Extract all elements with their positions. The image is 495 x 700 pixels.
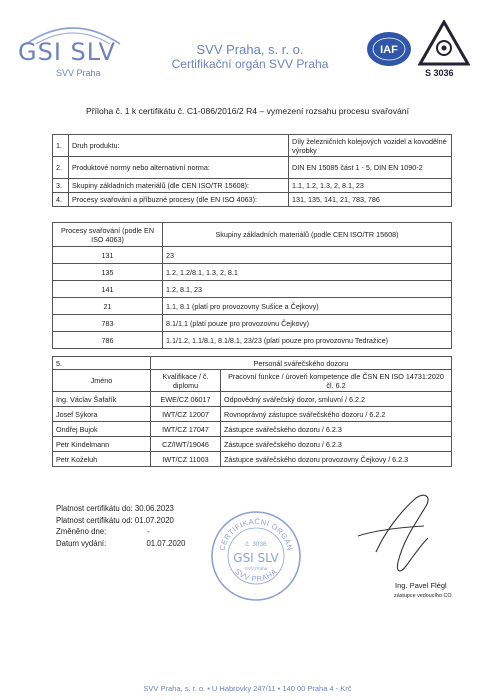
person-qualification: CZ/IWT/19046 <box>151 437 221 452</box>
validity-block <box>56 503 188 549</box>
person-name: Ondřej Bujok <box>53 422 151 437</box>
person-qualification: IWT/CZ 12007 <box>151 407 221 422</box>
table-row <box>53 264 452 281</box>
issued-label: Datum vydání: <box>56 538 107 548</box>
row-label: Skupiny základních materiálů (dle CEN ISO/TR 15608): <box>69 179 289 193</box>
table-row <box>53 392 452 407</box>
table-header-row <box>53 223 452 247</box>
person-name: Petr Koželuh <box>53 452 151 467</box>
table-row <box>53 298 452 315</box>
materials-cell: 23 <box>163 247 452 264</box>
process-materials-table <box>52 222 452 349</box>
section-number: 5. <box>53 357 151 370</box>
triangle-accreditation-icon <box>418 20 470 68</box>
table-row <box>53 452 452 467</box>
table-row <box>53 135 452 157</box>
table-row <box>53 247 452 264</box>
header-materials: Skupiny základních materiálů (podle CEN ISO/TR 15608) <box>163 223 452 247</box>
row-label: Druh produktu: <box>69 135 289 157</box>
valid-to: Platnost certifikátu do: 30.06.2023 <box>56 504 174 513</box>
table-row <box>53 422 452 437</box>
row-number: 1. <box>53 135 69 157</box>
process-cell: 131 <box>53 247 163 264</box>
issued-value: 01.07.2020 <box>146 538 186 548</box>
row-value: 1.1, 1.2, 1.3, 2, 8.1, 23 <box>289 179 452 193</box>
table-header-row <box>53 370 452 392</box>
process-cell: 141 <box>53 281 163 298</box>
gsi-slv-logo <box>18 18 128 88</box>
person-name: Josef Sýkora <box>53 407 151 422</box>
row-number: 3. <box>53 179 69 193</box>
row-value: 131, 135, 141, 21, 783, 786 <box>289 193 452 207</box>
person-role: Odpovědný svářečský dozor, smluvní / 6.2.2 <box>221 392 452 407</box>
organization-name: SVV Praha, s. r. o. <box>196 42 304 57</box>
row-label: Procesy svařování a příbuzné procesy (dle EN ISO 4063): <box>69 193 289 207</box>
signature-drawing <box>340 490 450 585</box>
table-row <box>53 332 452 349</box>
valid-from: Platnost certifikátu od: 01.07.2020 <box>56 515 174 525</box>
materials-cell: 1.2, 8.1, 23 <box>163 281 452 298</box>
person-name: Ing. Václav Šafařík <box>53 392 151 407</box>
logo-text: GSI SLV <box>18 38 116 66</box>
page-title: Příloha č. 1 k certifikátu č. C1-086/2016/2 R4 – vymezení rozsahu procesu svařování <box>86 106 409 116</box>
logo-subtext: SVV Praha <box>56 68 101 78</box>
table-row <box>53 437 452 452</box>
header-name: Jméno <box>53 370 151 392</box>
changed-value: - <box>147 527 150 536</box>
table-row <box>53 157 452 179</box>
header-role: Pracovní funkce / úroveň kompetence dle ČSN EN ISO 14731:2020 čl. 6.2 <box>221 370 452 392</box>
organization-header <box>150 42 350 71</box>
signatory-name: Ing. Pavel Flégl <box>395 581 447 590</box>
row-label: Produktové normy nebo alternativní norma: <box>69 157 289 179</box>
row-number: 2. <box>53 157 69 179</box>
person-role: Rovnoprávný zástupce svářečského dozoru / 6.2.2 <box>221 407 452 422</box>
stamp-number: č. 3036 <box>245 541 267 548</box>
row-value: Díly železničních kolejových vozidel a kovodělné výrobky <box>289 135 452 157</box>
row-value: DIN EN 15085 část 1 - 5, DIN EN 1090-2 <box>289 157 452 179</box>
table-row <box>53 193 452 207</box>
page-footer: SVV Praha, s. r. o. • U Habrovky 247/11 • 140 00 Praha 4 - Krč <box>143 684 352 693</box>
changed-date <box>56 526 188 538</box>
person-role: Zástupce svářečského dozoru / 6.2.3 <box>221 437 452 452</box>
materials-cell: 1.1/1.2, 1.1/8.1, 8.1/8.1, 23/23 (platí pouze pro provozovnu Tedražice) <box>163 332 452 349</box>
person-qualification: IWT/CZ 11003 <box>151 452 221 467</box>
person-qualification: IWT/CZ 17047 <box>151 422 221 437</box>
table-row <box>53 179 452 193</box>
stamp-seal-icon <box>210 510 302 602</box>
process-cell: 21 <box>53 298 163 315</box>
stamp-sub: SVV Praha <box>244 566 268 571</box>
signatory-role: zástupce vedoucího CO <box>394 593 452 599</box>
header-processes: Procesy svařování (podle EN ISO 4063) <box>53 223 163 247</box>
accreditation-number: S 3036 <box>425 68 454 78</box>
product-info-table <box>52 134 452 207</box>
issue-date <box>56 538 188 550</box>
person-name: Petr Kindelmann <box>53 437 151 452</box>
person-role: Zástupce svářečského dozoru provozovny Čejkovy / 6.2.3 <box>221 452 452 467</box>
handwritten-signature-icon <box>340 490 450 580</box>
row-number: 4. <box>53 193 69 207</box>
certification-stamp <box>210 510 302 607</box>
header-qualification: Kvalifikace / č. diplomu <box>151 370 221 392</box>
iaf-logo <box>365 30 413 73</box>
table-row <box>53 281 452 298</box>
process-cell: 135 <box>53 264 163 281</box>
person-role: Zástupce svářečského dozoru / 6.2.3 <box>221 422 452 437</box>
section-title: Personál svářečského dozoru <box>151 357 452 370</box>
process-cell: 783 <box>53 315 163 332</box>
accreditation-logo <box>418 20 470 73</box>
table-row <box>53 407 452 422</box>
iaf-label: IAF <box>380 44 398 56</box>
person-qualification: EWE/CZ 06017 <box>151 392 221 407</box>
changed-label: Změněno dne: <box>56 527 107 536</box>
stamp-logo: GSI SLV <box>233 551 279 565</box>
organization-subtitle: Certifikační orgán SVV Praha <box>171 57 329 71</box>
stamp-top-text: CERTIFIKAČNÍ ORGÁN <box>217 516 295 552</box>
iaf-badge-icon <box>365 30 413 68</box>
supervision-personnel-table <box>52 356 452 467</box>
table-row <box>53 315 452 332</box>
stamp-bottom-text: SVV PRAHA <box>233 566 279 584</box>
process-cell: 786 <box>53 332 163 349</box>
materials-cell: 1.1, 8.1 (platí pro provozovny Sušice a Čejkovy) <box>163 298 452 315</box>
table-title-row <box>53 357 452 370</box>
materials-cell: 1.2, 1.2/8.1, 1.3, 2, 8.1 <box>163 264 452 281</box>
materials-cell: 8.1/1.1 (platí pouze pro provozovnu Čejkovy) <box>163 315 452 332</box>
